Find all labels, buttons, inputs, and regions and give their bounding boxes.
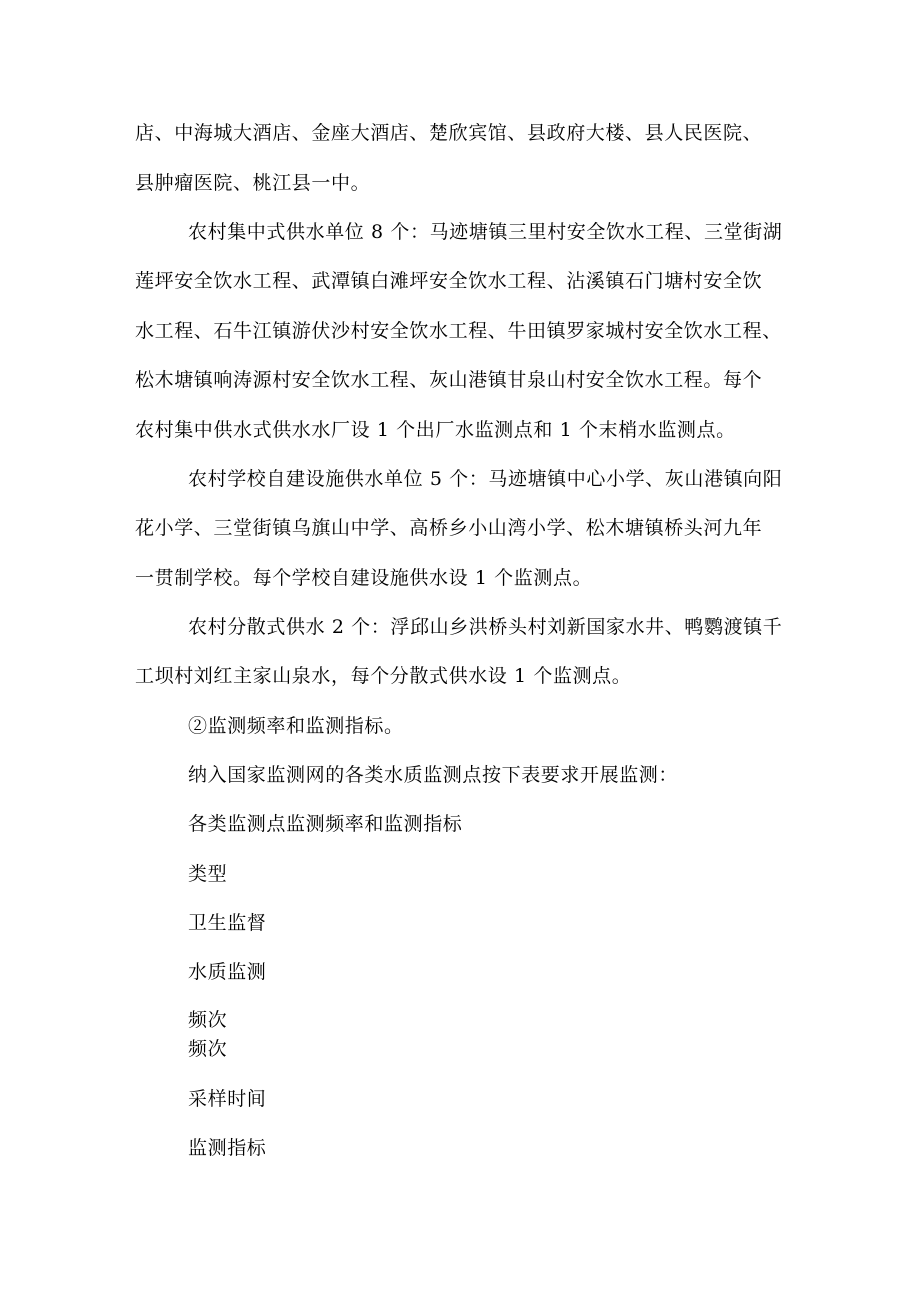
table-cell: 频次 — [188, 1038, 228, 1060]
paragraph-line: 农村集中供水式供水水厂设 1 个出厂水监测点和 1 个末梢水监测点。 — [135, 419, 736, 441]
paragraph-line: 花小学、三堂街镇乌旗山中学、高桥乡小山湾小学、松木塘镇桥头河九年 — [135, 517, 763, 539]
table-cell: 采样时间 — [188, 1088, 267, 1110]
table-cell: 水质监测 — [188, 961, 267, 983]
paragraph-line: 一贯制学校。每个学校自建设施供水设 1 个监测点。 — [135, 567, 593, 589]
section-heading: ②监测频率和监测指标。 — [188, 715, 404, 737]
table-cell: 卫生监督 — [188, 912, 267, 934]
paragraph-line: 店、中海城大酒店、金座大酒店、楚欣宾馆、县政府大楼、县人民医院、 — [135, 122, 763, 144]
table-cell: 类型 — [188, 863, 228, 885]
paragraph-line: 县肿瘤医院、桃江县一中。 — [135, 172, 371, 194]
table-cell: 频次 — [188, 1009, 228, 1031]
table-cell: 监测指标 — [188, 1137, 267, 1159]
paragraph-line: 松木塘镇响涛源村安全饮水工程、灰山港镇甘泉山村安全饮水工程。每个 — [135, 369, 763, 391]
paragraph-line: 农村学校自建设施供水单位 5 个：马迹塘镇中心小学、灰山港镇向阳 — [188, 468, 783, 490]
paragraph-line: 莲坪安全饮水工程、武潭镇白滩坪安全饮水工程、沾溪镇石门塘村安全饮 — [135, 270, 763, 292]
paragraph-line: 工坝村刘红主家山泉水，每个分散式供水设 1 个监测点。 — [135, 665, 632, 687]
paragraph-line: 纳入国家监测网的各类水质监测点按下表要求开展监测： — [188, 764, 679, 786]
paragraph-line: 农村分散式供水 2 个：浮邱山乡洪桥头村刘新国家水井、鸭鹦渡镇千 — [188, 616, 783, 638]
paragraph-line: 水工程、石牛江镇游伏沙村安全饮水工程、牛田镇罗家城村安全饮水工程、 — [135, 320, 782, 342]
table-title: 各类监测点监测频率和监测指标 — [188, 813, 463, 835]
paragraph-line: 农村集中式供水单位 8 个：马迹塘镇三里村安全饮水工程、三堂街湖 — [188, 221, 783, 243]
